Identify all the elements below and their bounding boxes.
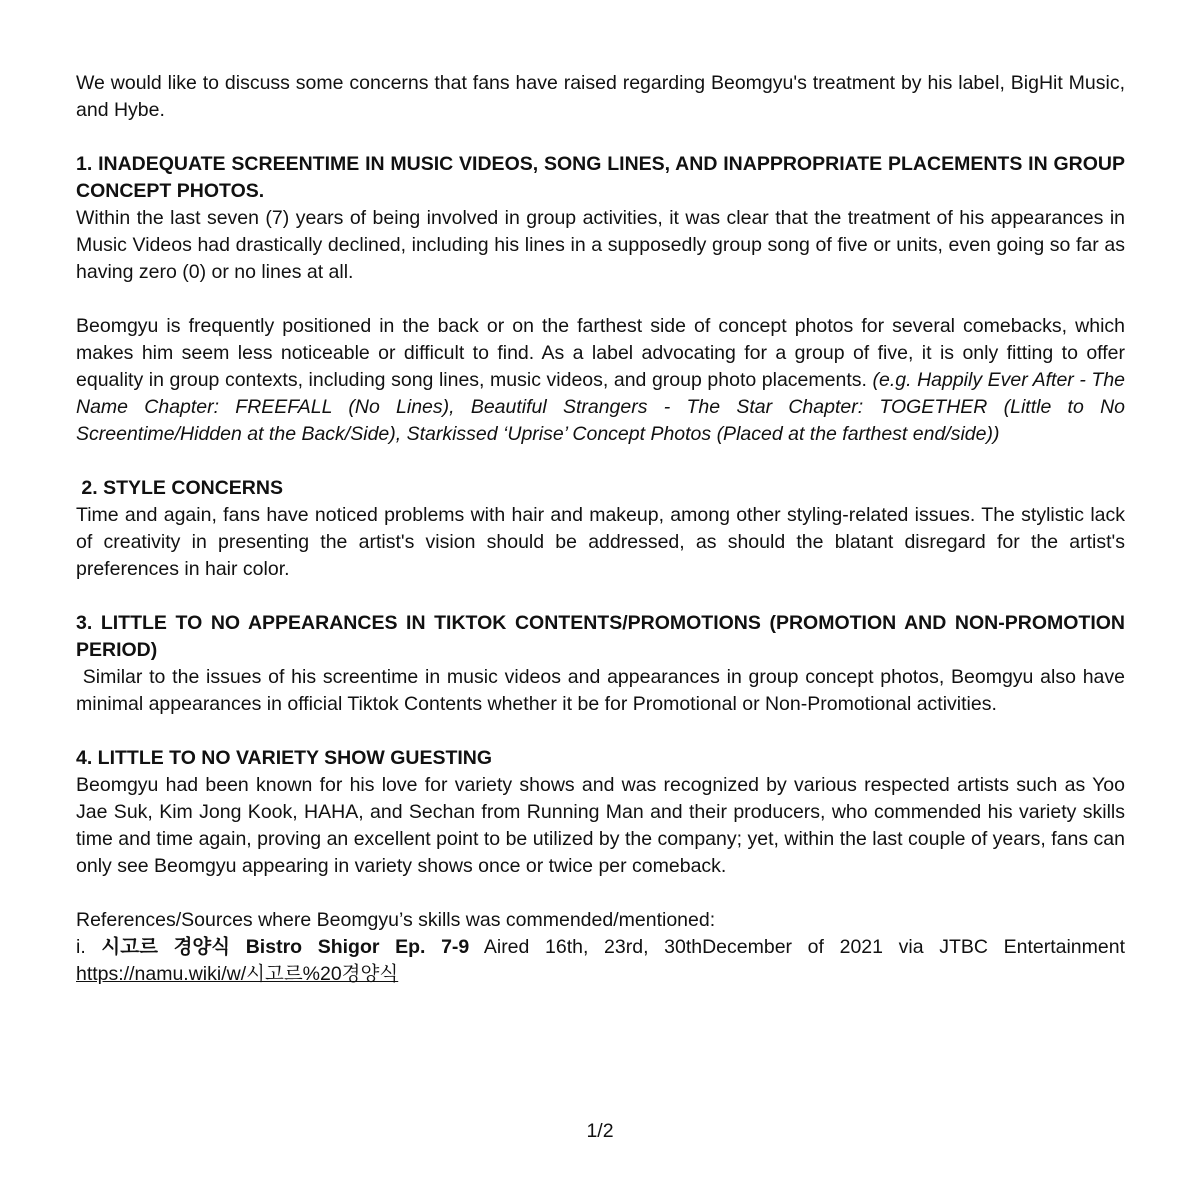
reference-item-1	[76, 934, 1125, 988]
section-4-heading: 4. LITTLE TO NO VARIETY SHOW GUESTING	[76, 747, 493, 769]
reference-item-1-details: Aired 16th, 23rd, 30thDecember of 2021 via JTBC Entertainment	[469, 936, 1125, 958]
document-body	[76, 70, 1131, 988]
page-number: 1/2	[586, 1120, 614, 1142]
references-intro: References/Sources where Beomgyu’s skills was commended/mentioned:	[76, 909, 716, 931]
section-3-paragraph	[76, 664, 1131, 718]
section-1-heading: 1. INADEQUATE SCREENTIME IN MUSIC VIDEOS, SONG LINES, AND INAPPROPRIATE PLACEMENTS IN GROUP CONCEPT PHOTOS.	[76, 153, 1125, 202]
section-2-heading-text: 2. STYLE CONCERNS	[76, 477, 283, 499]
reference-item-1-link[interactable]: https://namu.wiki/w/시고르%20경양식	[76, 963, 399, 985]
section-2-paragraph: Time and again, fans have noticed problems with hair and makeup, among other styling-related issues. The stylistic lack of creativity in presenting the artist's vision should be addressed, as should the blatant disregard for the artist's preferences in hair color.	[76, 504, 1125, 580]
section-4-paragraph: Beomgyu had been known for his love for variety shows and was recognized by various respected artists such as Yoo Jae Suk, Kim Jong Kook, HAHA, and Sechan from Running Man and their producers, who commended his variety skills time and time again, proving an excellent point to be utilized by the company; yet, within the last couple of years, fans can only see Beomgyu appearing in variety shows once or twice per comeback.	[76, 774, 1125, 877]
reference-item-1-title: 시고르 경양식 Bistro Shigor Ep. 7-9	[101, 936, 470, 958]
section-1-paragraph-2	[76, 313, 1125, 448]
reference-item-1-prefix: i.	[76, 936, 102, 958]
section-1-paragraph-1: Within the last seven (7) years of being involved in group activities, it was clear that the treatment of his appearances in Music Videos had drastically declined, including his lines in a supposedly group song of five or units, even going so far as having zero (0) or no lines at all.	[76, 207, 1125, 283]
section-3-paragraph-text: Similar to the issues of his screentime in music videos and appearances in group concept photos, Beomgyu also have minimal appearances in official Tiktok Contents whether it be for Promotional or Non-Promotional activities.	[76, 666, 1131, 715]
section-1-examples: (e.g. Happily Ever After - The Name Chapter: FREEFALL (No Lines), Beautiful Strangers - The Star Chapter: TOGETHER (Little to No Screentime/Hidden at the Back/Side), Starkissed ‘Uprise’ Concept Photos (Placed at the farthest end/side))	[76, 369, 1126, 445]
section-3-heading: 3. LITTLE TO NO APPEARANCES IN TIKTOK CONTENTS/PROMOTIONS (PROMOTION AND NON-PROMOTION PERIOD)	[76, 612, 1125, 661]
section-2-heading	[76, 475, 1125, 502]
section-1-paragraph-2-text: Beomgyu is frequently positioned in the back or on the farthest side of concept photos for several comebacks, which makes him seem less noticeable or difficult to find. As a label advocating for a group of five, it is only fitting to offer equality in group contexts, including song lines, music videos, and group photo placements.	[76, 315, 1125, 391]
intro-paragraph: We would like to discuss some concerns that fans have raised regarding Beomgyu's treatment by his label, BigHit Music, and Hybe.	[76, 72, 1125, 121]
